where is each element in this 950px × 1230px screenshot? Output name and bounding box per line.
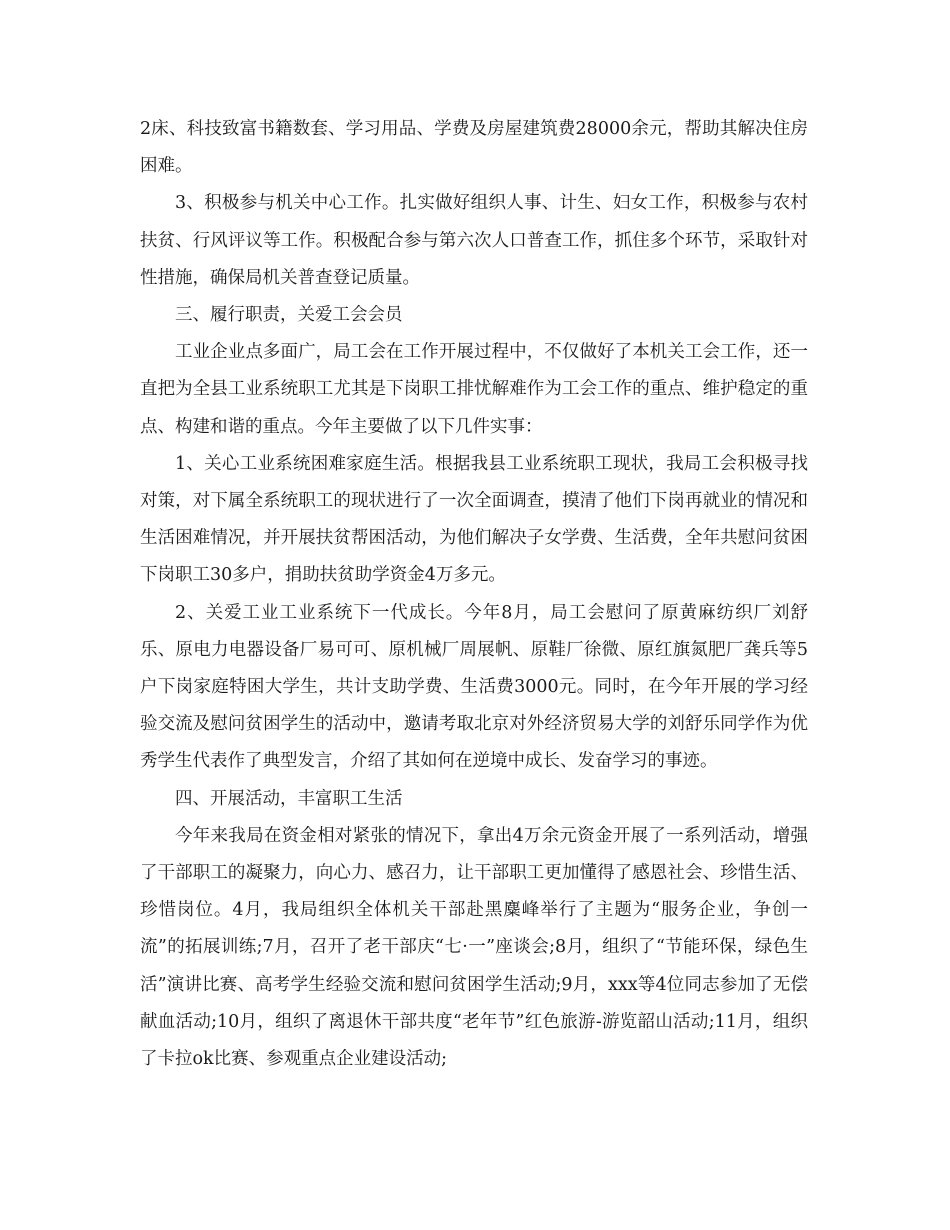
paragraph-continuation: 2床、科技致富书籍数套、学习用品、学费及房屋建筑费28000余元，帮助其解决住房困难。 [140, 119, 808, 177]
paragraph-item-1-hardship: 1、关心工业系统困难家庭生活。根据我县工业系统职工现状，我局工会积极寻找对策，对下属全系统职工的现状进行了一次全面调查，摸清了他们下岗再就业的情况和生活困难情况，并开展扶贫帮困活动，为他们解决子女学费、生活费，全年共慰问贫困下岗职工30多户，捐助扶贫助学资金4万多元。 [140, 453, 808, 586]
paragraph-section-4-activities: 今年来我局在资金相对紧张的情况下，拿出4万余元资金开展了一系列活动，增强了干部职工的凝聚力，向心力、感召力，让干部职工更加懂得了感恩社会、珍惜生活、珍惜岗位。4月，我局组织全体机关干部赴黑麋峰举行了主题为“服务企业，争创一流”的拓展训练;7月，召开了老干部庆“七·一”座谈会;8月，组织了“节能环保，绿色生活”演讲比赛、高考学生经验交流和慰问贫困学生活动;9月，xxx等4位同志参加了无偿献血活动;10月，组织了离退休干部共度“老年节”红色旅游-游览韶山活动;11月，组织了卡拉ok比赛、参观重点企业建设活动; [140, 825, 808, 1070]
document-body [140, 111, 808, 1078]
section-heading-3: 三、履行职责，关爱工会会员 [175, 305, 403, 326]
section-heading-4: 四、开展活动，丰富职工生活 [175, 788, 403, 809]
paragraph-item-3-central-work: 3、积极参与机关中心工作。扎实做好组织人事、计生、妇女工作，积极参与农村扶贫、行风评议等工作。积极配合参与第六次人口普查工作，抓住多个环节，采取针对性措施，确保局机关普查登记质量。 [140, 193, 808, 288]
paragraph-item-2-next-generation: 2、关爱工业工业系统下一代成长。今年8月，局工会慰问了原黄麻纺织厂刘舒乐、原电力电器设备厂易可可、原机械厂周展帆、原鞋厂徐微、原红旗氮肥厂龚兵等5户下岗家庭特困大学生，共计支助学费、生活费3000元。同时，在今年开展的学习经验交流及慰问贫困学生的活动中，邀请考取北京对外经济贸易大学的刘舒乐同学作为优秀学生代表作了典型发言，介绍了其如何在逆境中成长、发奋学习的事迹。 [140, 602, 808, 772]
paragraph-section-3-intro: 工业企业点多面广，局工会在工作开展过程中，不仅做好了本机关工会工作，还一直把为全县工业系统职工尤其是下岗职工排忧解难作为工会工作的重点、维护稳定的重点、构建和谐的重点。今年主要做了以下几件实事： [140, 342, 808, 437]
